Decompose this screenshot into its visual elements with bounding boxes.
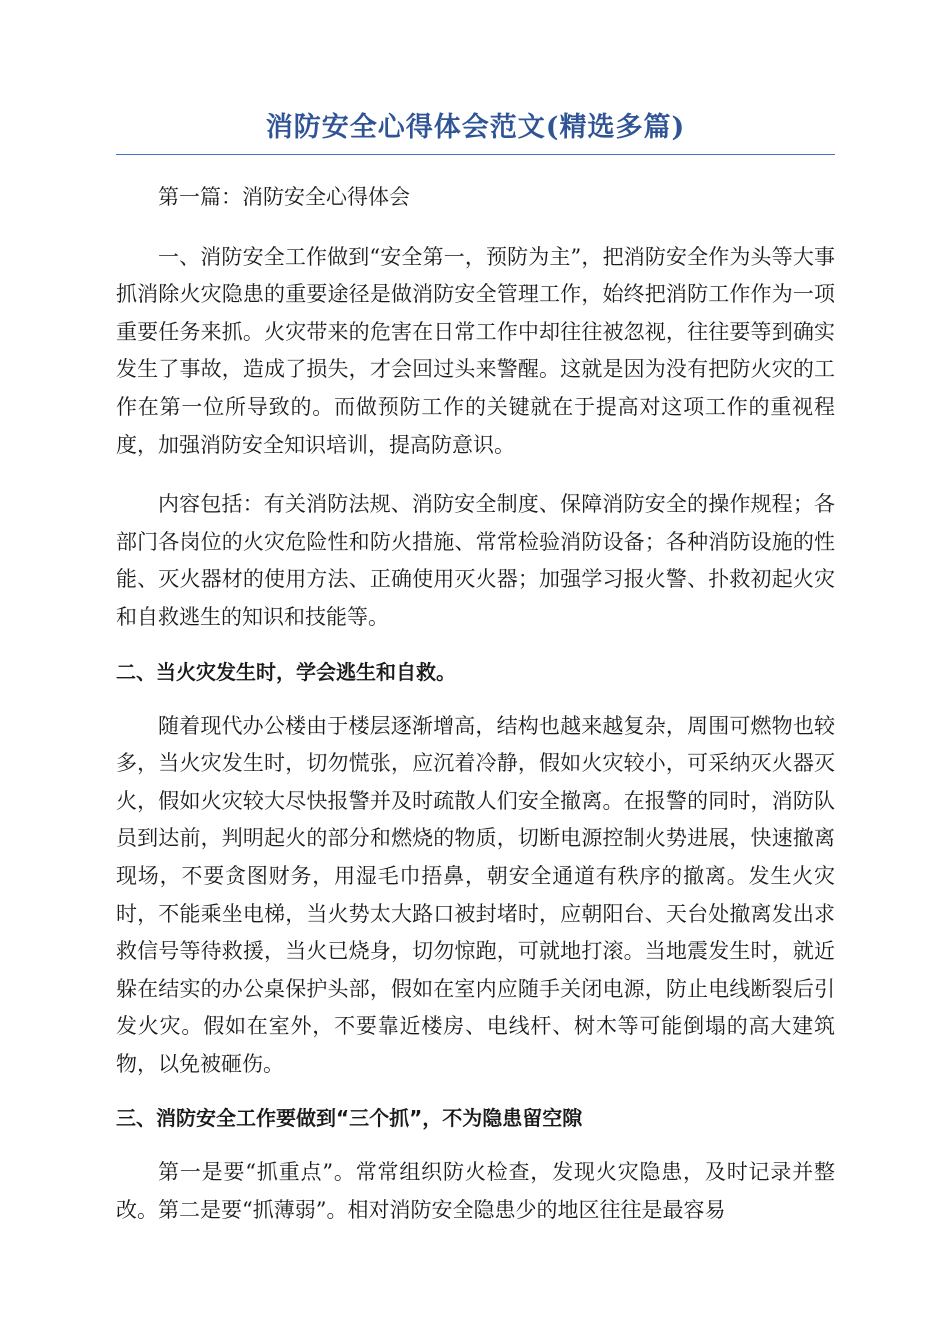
section-subtitle: 第一篇：消防安全心得体会 xyxy=(158,185,410,209)
heading-3: 三、消防安全工作要做到“三个抓”，不为隐患留空隙 xyxy=(116,1106,583,1131)
paragraph-3: 随着现代办公楼由于楼层逐渐增高，结构也越来越复杂，周围可燃物也较多，当火灾发生时，切勿慌张，应沉着冷静，假如火灾较小，可采纳灭火器灭火，假如火灾较大尽快报警并及时疏散人们安全撤离。在报警的同时，消防队员到达前，判明起火的部分和燃烧的物质，切断电源控制火势进展，快速撤离现场，不要贪图财务，用湿毛巾捂鼻，朝安全通道有秩序的撤离。发生火灾时，不能乘坐电梯，当火势太大路口被封堵时，应朝阳台、天台处撤离发出求救信号等待救援，当火已烧身，切勿惊跑，可就地打滚。当地震发生时，就近躲在结实的办公桌保护头部，假如在室内应随手关闭电源，防止电线断裂后引发火灾。假如在室外，不要靠近楼房、电线杆、树木等可能倒塌的高大建筑物，以免被砸伤。 xyxy=(116,713,835,1076)
document-page xyxy=(116,108,835,1230)
heading-2: 二、当火灾发生时，学会逃生和自救。 xyxy=(116,659,456,684)
paragraph-1: 一、消防安全工作做到“安全第一，预防为主”，把消防安全作为头等大事抓消除火灾隐患的重要途径是做消防安全管理工作，始终把消防工作作为一项重要任务来抓。火灾带来的危害在日常工作中却往往被忽视，往往要等到确实发生了事故，造成了损失，才会回过头来警醒。这就是因为没有把防火灾的工作在第一位所导致的。而做预防工作的关键就在于提高对这项工作的重视程度，加强消防安全知识培训，提高防意识。 xyxy=(116,244,835,457)
paragraph-4: 第一是要“抓重点”。常常组织防火检查，发现火灾隐患，及时记录并整改。第二是要“抓薄弱”。相对消防安全隐患少的地区往往是最容易 xyxy=(116,1160,835,1223)
paragraph-2: 内容包括：有关消防法规、消防安全制度、保障消防安全的操作规程；各部门各岗位的火灾危险性和防火措施、常常检验消防设备；各种消防设施的性能、灭火器材的使用方法、正确使用灭火器；加强学习报火警、扑救初起火灾和自救逃生的知识和技能等。 xyxy=(116,492,835,629)
document-title: 消防安全心得体会范文(精选多篇) xyxy=(116,108,835,155)
